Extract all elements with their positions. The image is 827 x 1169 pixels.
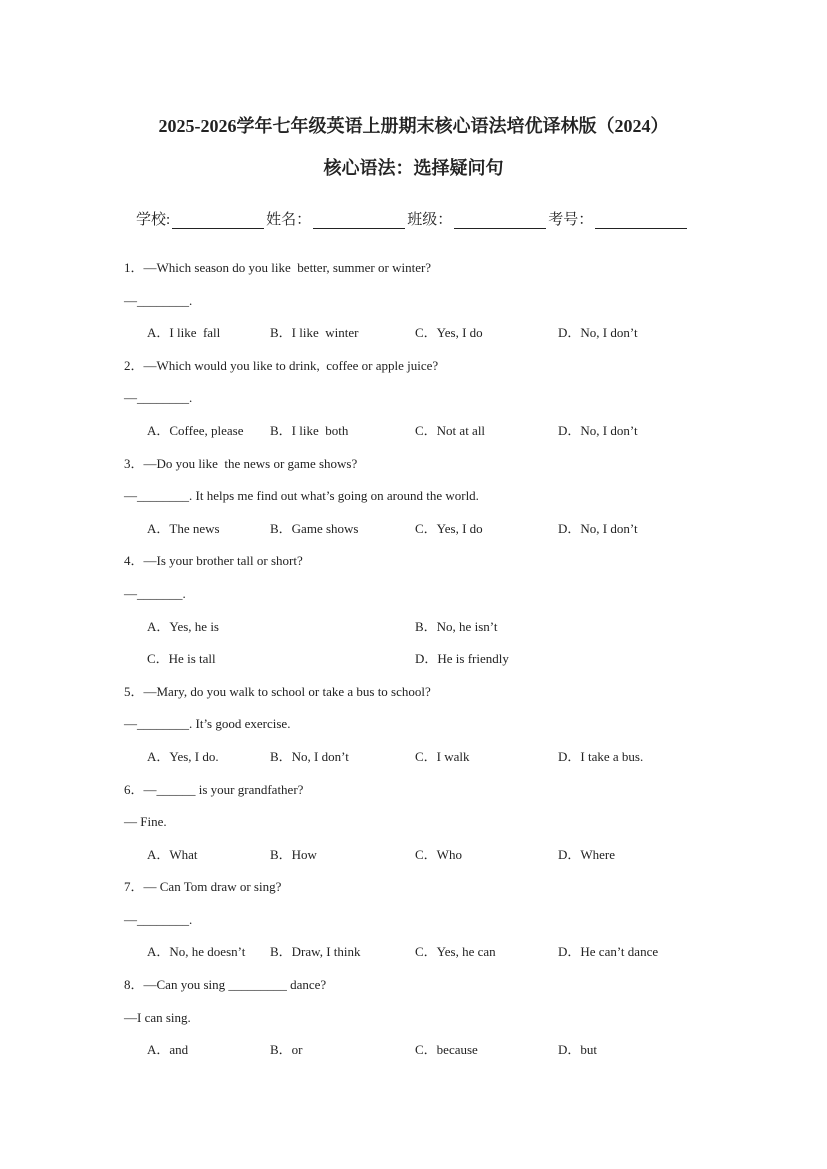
question-item xyxy=(124,780,724,878)
options-row xyxy=(124,747,724,780)
option-d[interactable]: D．No, I don’t xyxy=(558,520,638,536)
option-d[interactable]: D．He can’t dance xyxy=(558,944,659,960)
answer-line: —________. xyxy=(124,911,193,927)
question-stem: 4．—Is your brother tall or short? xyxy=(124,553,303,569)
option-d[interactable]: D．No, I don’t xyxy=(558,422,638,438)
options-row xyxy=(124,617,724,650)
document-title: 2025-2026学年七年级英语上册期末核心语法培优译林版（2024） xyxy=(158,116,669,136)
option-a[interactable]: A．Yes, I do. xyxy=(147,748,219,764)
option-a[interactable]: A．I like fall xyxy=(147,325,221,341)
option-d[interactable]: D．Where xyxy=(558,846,616,862)
question-stem: 8．—Can you sing _________ dance? xyxy=(124,977,327,993)
options-row xyxy=(124,323,724,356)
option-b[interactable]: B．or xyxy=(270,1042,303,1058)
question-stem: 5．—Mary, do you walk to school or take a bus to school? xyxy=(124,683,431,699)
option-c[interactable]: C．because xyxy=(415,1042,478,1058)
option-c[interactable]: C．Yes, he can xyxy=(415,944,496,960)
option-b[interactable]: B．Game shows xyxy=(270,520,359,536)
option-b[interactable]: B．How xyxy=(270,846,317,862)
name-blank[interactable] xyxy=(313,212,405,229)
option-b[interactable]: B．I like winter xyxy=(270,325,359,341)
question-item xyxy=(124,454,724,552)
answer-line: —________. It helps me find out what’s going on around the world. xyxy=(124,488,479,504)
question-item xyxy=(124,551,724,681)
school-label: 学校: xyxy=(136,212,171,228)
question-stem: 7．— Can Tom draw or sing? xyxy=(124,879,282,895)
option-c[interactable]: C．I walk xyxy=(415,748,470,764)
option-c[interactable]: C．Yes, I do xyxy=(415,325,483,341)
option-a[interactable]: A．What xyxy=(147,846,198,862)
option-a[interactable]: A．Yes, he is xyxy=(147,618,219,634)
name-label: 姓名： xyxy=(266,212,312,228)
option-c[interactable]: C．Yes, I do xyxy=(415,520,483,536)
answer-line: —I can sing. xyxy=(124,1009,191,1025)
answer-line: —________. xyxy=(124,390,193,406)
option-c[interactable]: C．Who xyxy=(415,846,462,862)
question-stem: 1．—Which season do you like better, summer or winter? xyxy=(124,260,432,275)
options-row xyxy=(124,519,724,552)
question-stem: 2．—Which would you like to drink, coffee or apple juice? xyxy=(124,357,439,373)
option-a[interactable]: A．No, he doesn’t xyxy=(147,944,246,960)
answer-line: —________. It’s good exercise. xyxy=(124,716,291,732)
option-d[interactable]: D．No, I don’t xyxy=(558,325,638,341)
option-c[interactable]: C．Not at all xyxy=(415,422,486,438)
options-row xyxy=(124,421,724,454)
class-label: 班级： xyxy=(407,212,453,228)
option-b[interactable]: B．No, I don’t xyxy=(270,748,349,764)
option-a[interactable]: A．and xyxy=(147,1042,189,1058)
question-stem: 3．—Do you like the news or game shows? xyxy=(124,455,358,471)
document-subtitle: 核心语法：选择疑问句 xyxy=(323,158,504,178)
question-item xyxy=(124,877,724,975)
options-row xyxy=(124,649,724,682)
class-blank[interactable] xyxy=(454,212,546,229)
exam-number-blank[interactable] xyxy=(595,212,687,229)
option-c[interactable]: C．He is tall xyxy=(147,651,216,667)
options-row xyxy=(124,1040,724,1073)
answer-line: —________. xyxy=(124,292,193,308)
options-row xyxy=(124,942,724,975)
question-item xyxy=(124,975,724,1073)
question-item xyxy=(124,682,724,780)
option-d[interactable]: D．but xyxy=(558,1042,598,1058)
answer-line: — Fine. xyxy=(124,814,167,830)
school-blank[interactable] xyxy=(172,212,264,229)
option-a[interactable]: A．The news xyxy=(147,520,220,536)
option-d[interactable]: D．I take a bus. xyxy=(558,748,644,764)
option-b[interactable]: B．Draw, I think xyxy=(270,944,361,960)
question-item xyxy=(124,258,724,356)
question-item xyxy=(124,356,724,454)
question-stem: 6．—______ is your grandfather? xyxy=(124,781,304,797)
exam-number-label: 考号： xyxy=(548,212,594,228)
option-b[interactable]: B．No, he isn’t xyxy=(415,618,498,634)
student-info-line xyxy=(136,208,689,229)
option-d[interactable]: D．He is friendly xyxy=(415,651,509,667)
options-row xyxy=(124,845,724,878)
option-a[interactable]: A．Coffee, please xyxy=(147,422,244,438)
answer-line: —_______. xyxy=(124,585,186,601)
option-b[interactable]: B．I like both xyxy=(270,422,349,438)
question-list xyxy=(124,258,724,1073)
